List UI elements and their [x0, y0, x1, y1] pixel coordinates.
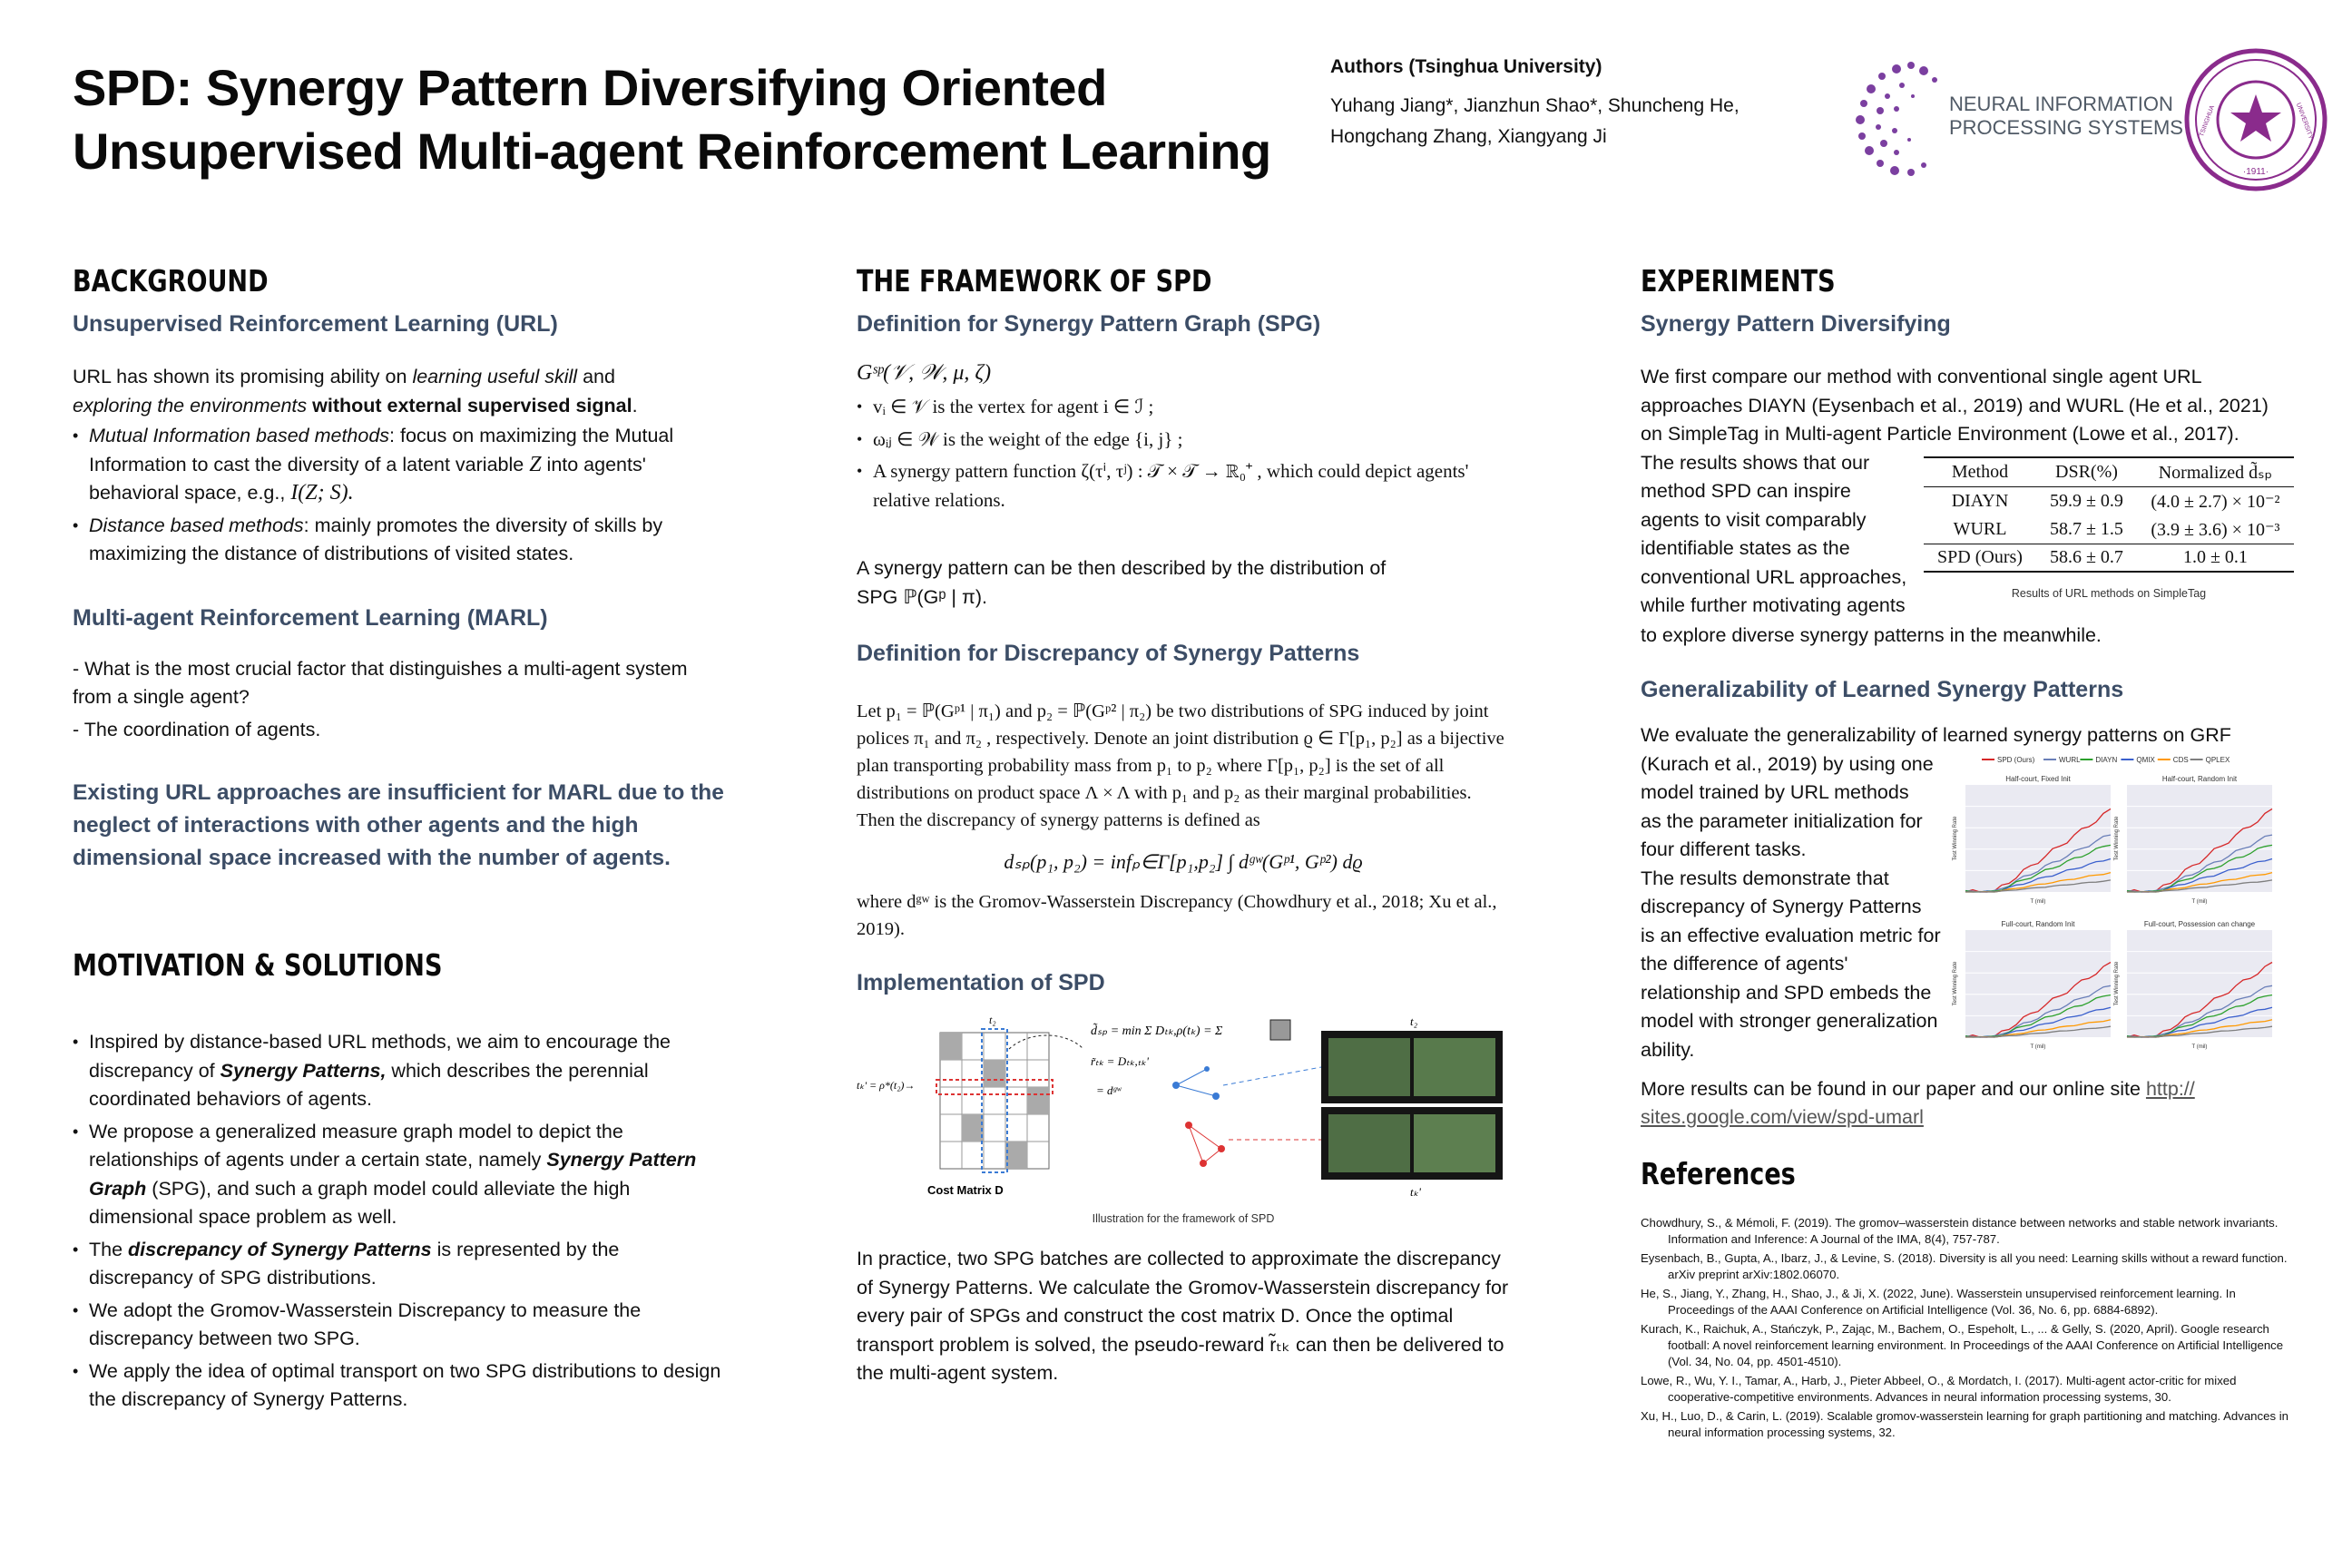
fig-film-t2: t₂ — [1410, 1014, 1418, 1028]
marl-question: - What is the most crucial factor that distinguishes a multi-agent system from a single agent? — [73, 657, 688, 708]
list-item: • We adopt the Gromov-Wasserstein Discrepancy to measure the discrepancy between two SPG. — [73, 1297, 726, 1354]
implementation-subheading: Implementation of SPD — [857, 970, 1105, 995]
fig-t2-label: t₂ — [989, 1014, 996, 1026]
motivation-list — [73, 1028, 726, 1415]
list-item: • A synergy pattern function ζ(τⁱ, τʲ) : 𝒯 × 𝒯 → ℝ₀⁺ , which could depict agents' relative relations. — [857, 457, 1510, 514]
x-axis-label: T (mil) — [2191, 898, 2208, 905]
framework-heading: THE FRAMEWORK OF SPD — [857, 263, 1212, 299]
column-framework — [857, 263, 1510, 1388]
fig-cost-matrix-label: Cost Matrix D — [927, 1183, 1004, 1197]
spg-subheading: Definition for Synergy Pattern Graph (SPG) — [857, 311, 1321, 337]
pattern-distribution-text: A synergy pattern can be then described by the distribution of SPG ℙ(Gᵖ | π). — [857, 557, 1387, 608]
list-item: • Distance based methods: mainly promotes the diversity of skills by maximizing the distance of distributions of visited states. — [73, 512, 726, 569]
reference-item: Kurach, K., Raichuk, A., Stańczyk, P., Zając, M., Bachem, O., Espeholt, L., ... & Gelly, S. (2020, April). Google research football: A novel reinforcement learning environment. In Proceedings of the AAAI Conference on Artificial Intelligence (Vol. 34, No. 04, pp. 4501-4510). — [1641, 1321, 2284, 1368]
implementation-text: In practice, two SPG batches are collected to approximate the discrepancy of Synergy Patterns. We calculate the Gromov-Wasserstein discrepancy for every pair of SPGs and construct the cost matrix D. Once the optimal transport problem is solved, the pseudo-reward r̃ₜₖ can then be delivered to the multi-agent system. — [857, 1248, 1509, 1384]
diversifying-result-text: The results shows that our method SPD can inspire agents to visit comparably identifiable states as the conventional URL approaches, while further motivating agents — [1641, 451, 1907, 616]
spg-formula: Gˢᵖ(𝒱, 𝒲, μ, ζ) — [857, 361, 992, 385]
x-axis-label: T (mil) — [2030, 898, 2046, 905]
authors-line-2: Hongchang Zhang, Xiangyang Ji — [1330, 126, 1607, 147]
url-intro: URL has shown its promising ability on learning useful skill and exploring the environments without external supervised signal. — [73, 366, 638, 416]
authors-heading: Authors (Tsinghua University) — [1330, 56, 1602, 77]
generalizability-block — [1641, 750, 2294, 1068]
motivation-heading: MOTIVATION & SOLUTIONS — [73, 947, 443, 983]
diversifying-result-end: to explore diverse synergy patterns in the meanwhile. — [1641, 623, 2102, 646]
legend-label: WURL — [2059, 755, 2081, 764]
reference-item: Chowdhury, S., & Mémoli, F. (2019). The gromov–wasserstein distance between networks and stable network invariants. Information and Inference: A Journal of the IMA, 8(4), 757-787. — [1641, 1215, 2278, 1246]
references-list — [1641, 1215, 2294, 1441]
seal-right-text: UNIVERSITY — [2294, 102, 2314, 141]
list-item: • Inspired by distance-based URL methods, we aim to encourage the discrepancy of Synergy Patterns, which describes the perennial coordinated behaviors of agents. — [73, 1028, 726, 1114]
fig-equation-2: r̃ₜₖ = Dₜₖ,ₜₖ' — [1091, 1054, 1149, 1068]
framework-figure-caption: Illustration for the framework of SPD — [1092, 1212, 1275, 1225]
grf-results-charts — [1945, 750, 2294, 1059]
chart-title: Full-court, Random Init — [2001, 919, 2075, 928]
reference-item: Eysenbach, B., Gupta, A., Ibarz, J., & Levine, S. (2018). Diversity is all you need: Learning skills without a reward function. arXiv preprint arXiv:1802.06070. — [1641, 1250, 2288, 1281]
seal-year: ·1911· — [2242, 167, 2269, 177]
y-axis-label: Test Winning Rate — [2114, 816, 2120, 860]
diversifying-subheading: Synergy Pattern Diversifying — [1641, 311, 1951, 337]
discrepancy-formula: dₛₚ(p₁, p₂) = infₚ∈Γ[p₁,p₂] ∫ dᵍʷ(Gᵖ¹, Gᵖ²) dϱ — [1004, 850, 1363, 873]
url-subheading: Unsupervised Reinforcement Learning (URL) — [73, 311, 558, 337]
table-row: WURL 58.7 ± 1.5 (3.9 ± 3.6) × 10⁻³ — [1924, 515, 2294, 544]
diversifying-block — [1641, 449, 2294, 622]
url-results-table-wrap — [1924, 456, 2294, 600]
neurips-line-2: PROCESSING SYSTEMS — [1949, 116, 2183, 139]
spg-definition-list — [857, 393, 1510, 514]
authors-line-1: Yuhang Jiang*, Jianzhun Shao*, Shuncheng He, — [1330, 95, 1740, 116]
y-axis-label: Test Winning Rate — [1953, 816, 1958, 860]
legend-label: DIAYN — [2095, 755, 2118, 764]
poster-title — [73, 56, 1289, 183]
title-line-1: SPD: Synergy Pattern Diversifying Oriented — [73, 59, 1107, 116]
project-link-part-1[interactable]: http:// — [2145, 1077, 2195, 1100]
neurips-line-1: NEURAL INFORMATION — [1949, 93, 2173, 115]
url-method-list — [73, 422, 726, 569]
list-item: • Mutual Information based methods: focus on maximizing the Mutual Information to cast the diversity of a latent variable Z into agents' behavioral space, e.g., I(Z; S). — [73, 422, 726, 508]
reference-item: Xu, H., Luo, D., & Carin, L. (2019). Scalable gromov-wasserstein learning for graph partitioning and matching. Advances in neural information processing systems, 32. — [1641, 1408, 2288, 1439]
fig-row-label: tₖ' = ρ*(t₂)→ — [857, 1079, 916, 1092]
chart-title: Half-court, Random Init — [2161, 774, 2238, 783]
insufficiency-statement: Existing URL approaches are insufficient for MARL due to the neglect of interactions with other agents and the high dimensional space increased with the number of agents. — [73, 780, 724, 870]
framework-figure — [857, 1013, 1510, 1203]
chart-title: Half-court, Fixed Init — [2005, 774, 2071, 783]
generalizability-subheading: Generalizability of Learned Synergy Patterns — [1641, 677, 2124, 702]
legend-label: QMIX — [2136, 755, 2155, 764]
list-item: • vᵢ ∈ 𝒱 is the vertex for agent i ∈ ℐ ; — [857, 393, 1510, 422]
y-axis-label: Test Winning Rate — [2114, 961, 2120, 1005]
gw-note: where dᵍʷ is the Gromov-Wasserstein Discrepancy (Chowdhury et al., 2018; Xu et al., 2019). — [857, 892, 1497, 939]
list-item: • The discrepancy of Synergy Patterns is represented by the discrepancy of SPG distributions. — [73, 1236, 726, 1293]
fig-equation-1: d̃ₛₚ = min Σ Dₜₖ,ρ(tₖ) = Σ — [1091, 1024, 1223, 1038]
discrepancy-definition: Let p₁ = ℙ(Gᵖ¹ | π₁) and p₂ = ℙ(Gᵖ² | π₂) be two distributions of SPG induced by joint polices π₁ and π₂ , respectively. Denote an joint distribution ϱ ∈ Γ[p₁, p₂] as a bijective plan transporting probability mass from p₁ to p₂ where Γ[p₁, p₂] is the set of all distributions on product space Λ × Λ with p₁ and p₂ as their marginal probabilities. Then the discrepancy of synergy patterns is defined as — [857, 701, 1504, 830]
url-table-caption: Results of URL methods on SimpleTag — [2011, 586, 2207, 600]
seal-left-text: TSINGHUA — [2199, 104, 2217, 138]
list-item: • We apply the idea of optimal transport on two SPG distributions to design the discrepancy of Synergy Patterns. — [73, 1357, 726, 1415]
reference-item: Lowe, R., Wu, Y. I., Tamar, A., Harb, J., Pieter Abbeel, O., & Mordatch, I. (2017). Multi-agent actor-critic for mixed cooperative-competitive environments. Advances in neural information processing systems, 30. — [1641, 1373, 2237, 1404]
table-row: SPD (Ours) 58.6 ± 0.7 1.0 ± 0.1 — [1937, 546, 2248, 567]
more-results-text: More results can be found in our paper and our online site http:// sites.google.com/view/spd-umarl — [1641, 1077, 2195, 1128]
background-heading: BACKGROUND — [73, 263, 269, 299]
list-item: • We propose a generalized measure graph model to depict the relationships of agents under a certain state, namely Synergy Pattern Graph (SPG), and such a graph model could alleviate the high dimensional space problem as well. — [73, 1118, 726, 1232]
experiments-heading: EXPERIMENTS — [1641, 263, 1836, 299]
list-item: • ωᵢⱼ ∈ 𝒲 is the weight of the edge {i, j} ; — [857, 426, 1510, 455]
legend-label: QPLEX — [2205, 755, 2230, 764]
generalizability-intro: We evaluate the generalizability of learned synergy patterns on GRF — [1641, 724, 2231, 746]
chart-title: Full-court, Possession can change — [2143, 919, 2256, 928]
references-heading: References — [1641, 1155, 1796, 1191]
table-header-row: Method DSR(%) Normalized d̃ₛₚ — [1924, 457, 2294, 487]
marl-answer: - The coordination of agents. — [73, 718, 321, 740]
discrepancy-subheading: Definition for Discrepancy of Synergy Patterns — [857, 641, 1360, 666]
url-results-table — [1924, 456, 2294, 573]
legend-label: SPD (Ours) — [1997, 755, 2035, 764]
fig-equation-3: = dᵍʷ — [1096, 1083, 1122, 1097]
fig-film-tk: tₖ' — [1410, 1185, 1421, 1199]
tsinghua-seal — [2183, 47, 2328, 192]
marl-subheading: Multi-agent Reinforcement Learning (MARL) — [73, 604, 548, 631]
column-experiments — [1641, 263, 2294, 1444]
diversifying-text: We first compare our method with conventional single agent URL approaches DIAYN (Eysenbach et al., 2019) and WURL (He et al., 2021) on SimpleTag in Multi-agent Particle Environment (Lowe et al., 2017). — [1641, 366, 2269, 445]
neurips-logo — [1833, 53, 2183, 187]
column-background — [73, 263, 726, 1418]
x-axis-label: T (mil) — [2030, 1044, 2046, 1050]
y-axis-label: Test Winning Rate — [1953, 961, 1958, 1005]
x-axis-label: T (mil) — [2191, 1044, 2208, 1050]
legend-label: CDS — [2172, 755, 2189, 764]
title-line-2: Unsupervised Multi-agent Reinforcement Learning — [73, 122, 1271, 180]
reference-item: He, S., Jiang, Y., Zhang, H., Shao, J., & Ji, X. (2022, June). Wasserstein unsupervised reinforcement learning. In Proceedings of the AAAI Conference on Artificial Intelligence (Vol. 36, No. 6, pp. 6884-6892). — [1641, 1286, 2236, 1317]
table-row: DIAYN 59.9 ± 0.9 (4.0 ± 2.7) × 10⁻² — [1951, 490, 2280, 512]
authors-list — [1330, 91, 1766, 152]
generalizability-text: (Kurach et al., 2019) by using one model trained by URL methods as the parameter initialization for four different tasks. The results demonstrate that discrepancy of Synergy Patterns is an effective evaluation metric for the difference of agents' relationship and SPD embeds the model with stronger generalization ability. — [1641, 752, 1941, 1061]
project-link-part-2[interactable]: sites.google.com/view/spd-umarl — [1641, 1106, 1924, 1128]
